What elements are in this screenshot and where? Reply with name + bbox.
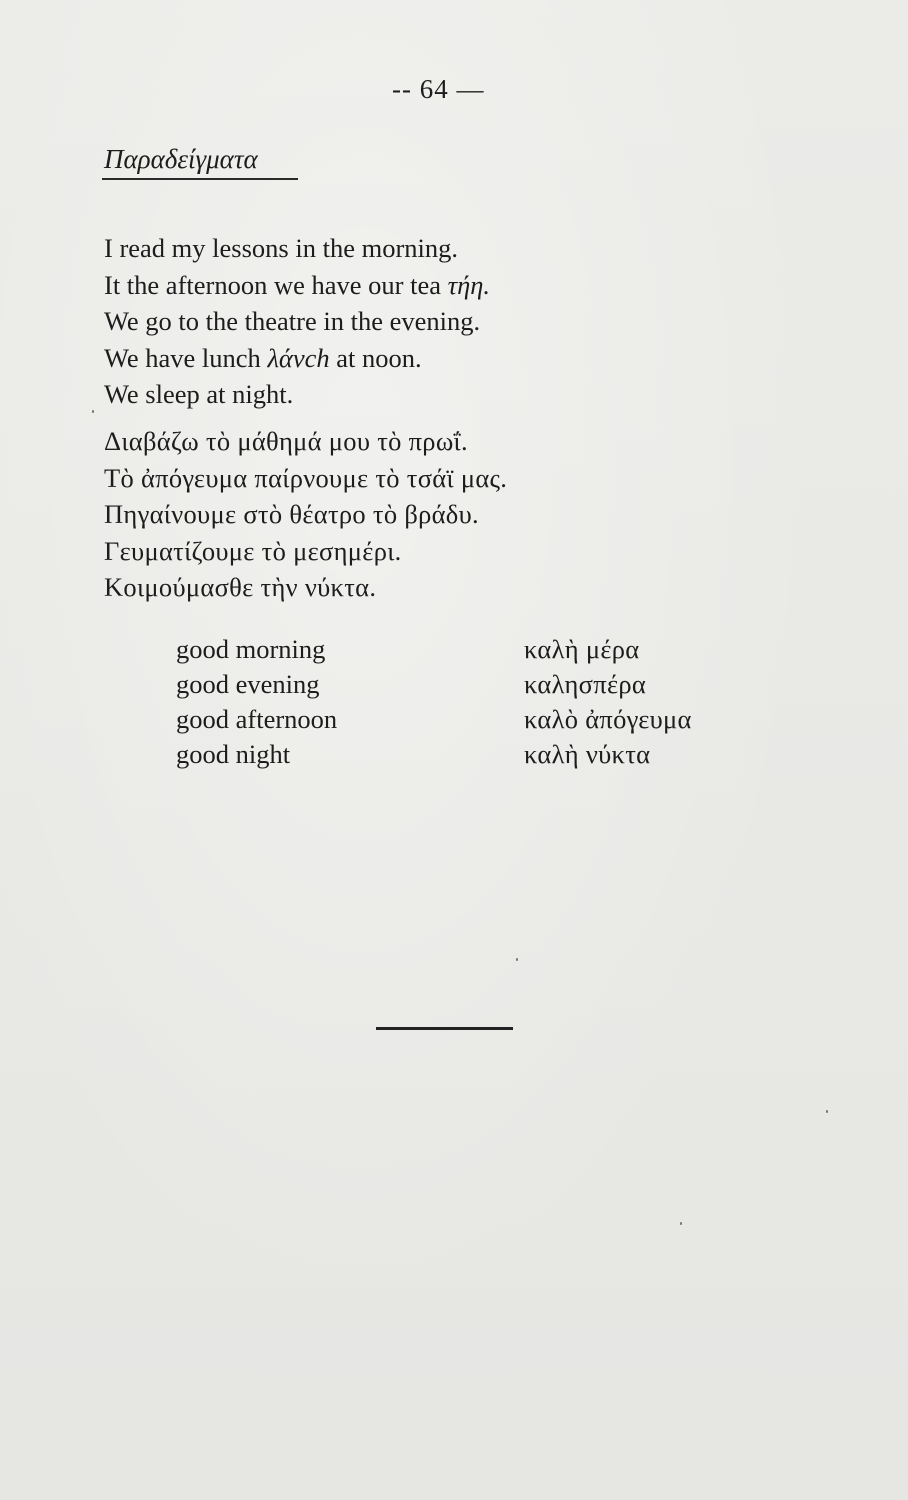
greek-translations [104, 423, 507, 606]
english-examples [104, 230, 490, 413]
english-sentence: It the afternoon we have our tea τήη. [104, 269, 491, 300]
paper-speck [516, 958, 518, 961]
english-sentence: We have lunch λάνch at noon. [104, 342, 422, 373]
heading-underline [102, 178, 298, 180]
phonetic-note: τήη. [447, 269, 491, 300]
vocabulary-greek-column [524, 632, 692, 772]
vocab-translation: καλησπέρα [524, 669, 647, 699]
vocab-term: good afternoon [176, 704, 338, 734]
greek-sentence: Πηγαίνουμε στὸ θέατρο τὸ βράδυ. [104, 499, 479, 529]
english-sentence: We go to the theatre in the evening. [104, 306, 481, 336]
paper-speck [680, 1222, 682, 1225]
vocab-term: good night [176, 739, 291, 769]
english-sentence: We sleep at night. [104, 379, 294, 409]
greek-sentence: Διαβάζω τὸ μάθημά μου τὸ πρωΐ. [104, 426, 468, 456]
vocab-term: good evening [176, 669, 320, 699]
vocabulary-english-column [176, 632, 337, 772]
vocab-translation: καλὸ ἀπόγευμα [524, 704, 692, 734]
page-number: -- 64 — [392, 74, 485, 104]
english-sentence: I read my lessons in the morning. [104, 233, 459, 263]
section-heading: Παραδείγματα [104, 144, 258, 174]
vocab-term: good morning [176, 634, 326, 664]
greek-sentence: Γευματίζουμε τὸ μεσημέρι. [104, 535, 402, 566]
vocab-translation: καλὴ νύκτα [524, 739, 651, 769]
greek-sentence: Κοιμούμασθε τὴν νύκτα. [104, 572, 377, 602]
greek-sentence: Τὸ ἀπόγευμα παίρνουμε τὸ τσάϊ μας. [104, 462, 508, 493]
phonetic-note: λάνch [267, 342, 330, 373]
paper-speck [826, 1110, 828, 1113]
paper-speck [92, 410, 94, 413]
section-end-rule [376, 1027, 513, 1030]
vocab-translation: καλὴ μέρα [524, 634, 640, 664]
